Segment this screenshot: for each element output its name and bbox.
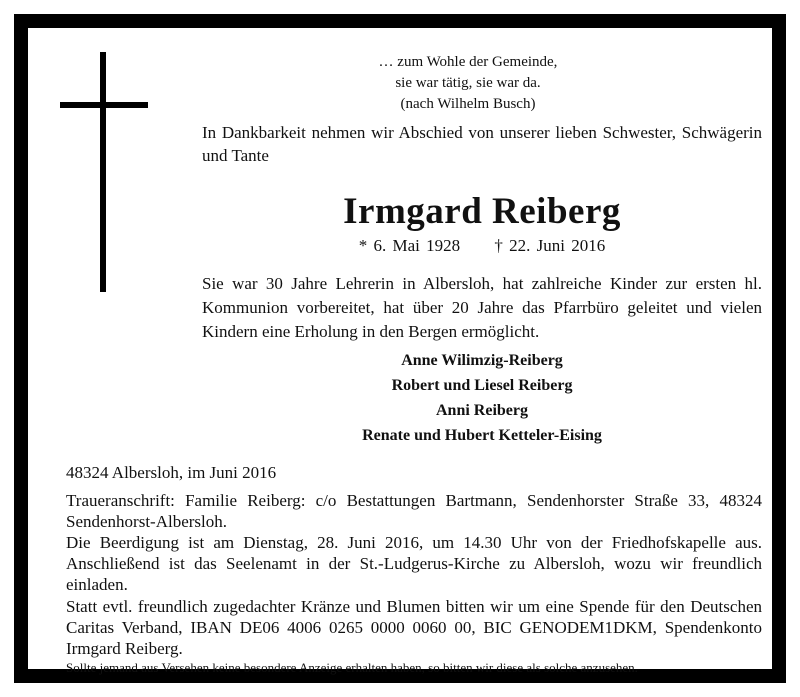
quote-line-2: sie war tätig, sie war da. bbox=[395, 75, 541, 91]
mourners-list bbox=[202, 348, 762, 448]
footnote: Sollte jemand aus Versehen keine besondere Anzeige erhalten haben, so bitten wir diese als solche anzusehen. bbox=[66, 660, 638, 675]
life-dates bbox=[202, 236, 762, 256]
quote bbox=[328, 52, 608, 115]
quote-line-1: … zum Wohle der Gemeinde, bbox=[378, 54, 558, 70]
mourning-address: Traueranschrift: Familie Reiberg: c/o Bestattungen Bartmann, Sendenhorster Straße 33, 48324 Sendenhorst-Albersloh. bbox=[66, 491, 762, 531]
place-date: 48324 Albersloh, im Juni 2016 bbox=[66, 463, 277, 482]
cross-icon bbox=[60, 52, 148, 292]
cross-horizontal-bar bbox=[60, 102, 148, 108]
mourner-name: Renate und Hubert Ketteler-Eising bbox=[362, 427, 602, 444]
intro-text: In Dankbarkeit nehmen wir Abschied von unserer lieben Schwester, Schwägerin und Tante bbox=[202, 123, 762, 165]
biography-text: Sie war 30 Jahre Lehrerin in Albersloh, hat zahlreiche Kinder zur ersten hl. Kommunion vorbereitet, hat über 20 Jahre das Pfarrbüro geleitet und vielen Kindern eine Erholung in den Bergen ermöglicht. bbox=[202, 274, 762, 341]
mourner-name: Robert und Liesel Reiberg bbox=[391, 377, 573, 394]
funeral-info: Die Beerdigung ist am Dienstag, 28. Juni 2016, um 14.30 Uhr von der Friedhofskapelle aus. Anschließend ist das Seelenamt in der St.-Ludgerus-Kirche zu Albersloh, wozu wir freundlich einladen. bbox=[66, 533, 762, 594]
mourner-name: Anne Wilimzig-Reiberg bbox=[401, 352, 563, 369]
deceased-name: Irmgard Reiberg bbox=[343, 191, 621, 232]
death-date: † 22. Juni 2016 bbox=[494, 236, 606, 255]
cross-vertical-bar bbox=[100, 52, 106, 292]
quote-attribution: (nach Wilhelm Busch) bbox=[400, 96, 536, 112]
mourner-name: Anni Reiberg bbox=[436, 402, 528, 419]
obituary-notice bbox=[14, 14, 786, 683]
donation-info: Statt evtl. freundlich zugedachter Kränze und Blumen bitten wir um eine Spende für den Deutschen Caritas Verband, IBAN DE06 4006 0265 0000 0060 00, BIC GENODEM1DKM, Spendenkonto Irmgard Reiberg. bbox=[66, 597, 762, 658]
birth-date: * 6. Mai 1928 bbox=[358, 236, 461, 255]
